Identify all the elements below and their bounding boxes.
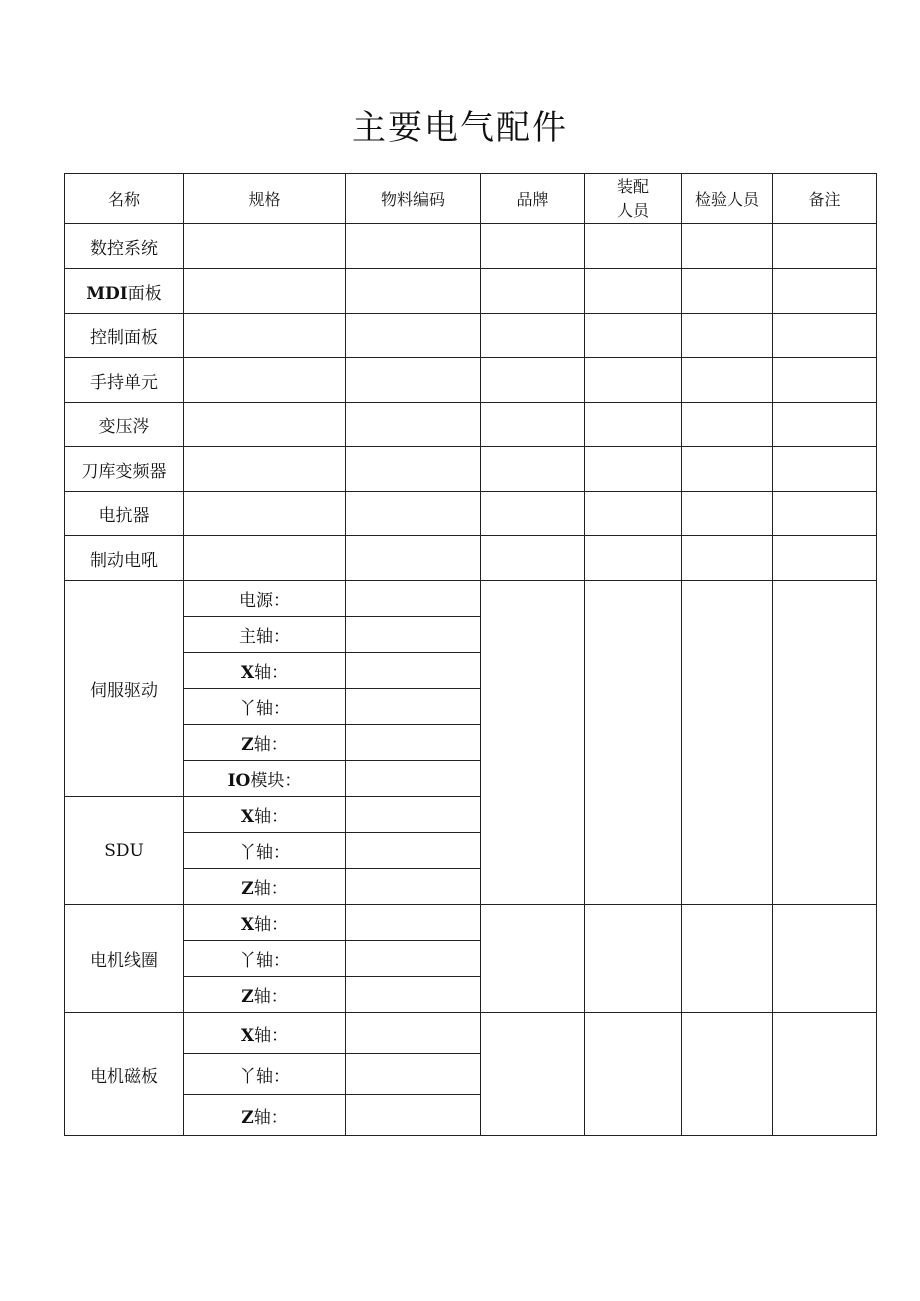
axis-suffix: 轴： [254,663,289,683]
row-label-tool-vfd: 刀库变频器 [65,447,184,492]
magnet-z-axis-label [184,1095,346,1136]
cell-assembler[interactable] [585,358,682,403]
cell-brand[interactable] [481,1013,585,1136]
cell-inspector[interactable] [682,492,773,536]
cell-code[interactable] [346,1095,481,1136]
cell-assembler[interactable] [585,447,682,492]
cell-brand[interactable] [481,905,585,1013]
axis-letter: Z [241,735,254,755]
cell-code[interactable] [346,492,481,536]
table-row [65,269,877,314]
row-label-servo: 伺服驱动 [65,581,184,797]
cell-remark[interactable] [773,536,877,581]
cell-spec[interactable] [184,358,346,403]
row-label-brake-resistor: 制动电吼 [65,536,184,581]
cell-remark[interactable] [773,358,877,403]
cell-code[interactable] [346,403,481,447]
magnet-y-axis-label: 丫轴： [184,1054,346,1095]
servo-z-axis-label [184,725,346,761]
table-row [65,403,877,447]
cell-inspector[interactable] [682,358,773,403]
cell-code[interactable] [346,653,481,689]
table-row [65,1013,877,1054]
cell-code[interactable] [346,905,481,941]
cell-inspector[interactable] [682,1013,773,1136]
io-letters: IO [227,771,251,791]
cell-code[interactable] [346,725,481,761]
cell-code[interactable] [346,941,481,977]
header-inspector: 检验人员 [682,174,773,224]
servo-io-module-label [184,761,346,797]
header-remark: 备注 [773,174,877,224]
cell-code[interactable] [346,761,481,797]
cell-brand[interactable] [481,492,585,536]
cell-brand[interactable] [481,536,585,581]
cell-code[interactable] [346,797,481,833]
header-assembler [585,174,682,224]
header-assembler-line2: 人员 [616,200,649,220]
axis-suffix: 轴： [254,807,289,827]
mdi-suffix: 面板 [127,283,162,304]
row-label-motor-coil: 电机线圈 [65,905,184,1013]
cell-brand[interactable] [481,358,585,403]
table-row [65,581,877,617]
axis-suffix: 轴： [254,1025,289,1046]
cell-remark[interactable] [773,224,877,269]
cell-spec[interactable] [184,403,346,447]
row-label-handheld: 手持单元 [65,358,184,403]
cell-assembler[interactable] [585,536,682,581]
cell-spec[interactable] [184,269,346,314]
cell-spec[interactable] [184,447,346,492]
axis-letter: X [240,807,255,827]
cell-spec[interactable] [184,314,346,358]
cell-assembler[interactable] [585,1013,682,1136]
coil-z-axis-label [184,977,346,1013]
table-row [65,492,877,536]
servo-power-label: 电源： [184,581,346,617]
cell-assembler[interactable] [585,269,682,314]
cell-code[interactable] [346,1054,481,1095]
header-row [65,174,877,224]
cell-inspector[interactable] [682,447,773,492]
cell-code[interactable] [346,447,481,492]
row-label-reactor: 电抗器 [65,492,184,536]
axis-suffix: 轴： [253,1107,288,1128]
sdu-x-axis-label [184,797,346,833]
table-row [65,536,877,581]
cell-inspector[interactable] [682,905,773,1013]
cell-code[interactable] [346,224,481,269]
cell-code[interactable] [346,869,481,905]
servo-x-axis-label [184,653,346,689]
cell-remark[interactable] [773,905,877,1013]
axis-suffix: 轴： [254,915,289,935]
magnet-x-axis-label [184,1013,346,1054]
header-assembler-line1: 装配 [616,176,649,196]
cell-assembler[interactable] [585,492,682,536]
io-suffix: 模块： [250,771,302,791]
cell-brand[interactable] [481,403,585,447]
row-label-cnc: 数控系统 [65,224,184,269]
axis-letter: Z [241,987,254,1007]
parts-table [64,173,877,1136]
cell-brand[interactable] [481,269,585,314]
cell-remark[interactable] [773,1013,877,1136]
cell-remark[interactable] [773,314,877,358]
axis-suffix: 轴： [253,879,288,899]
cell-code[interactable] [346,617,481,653]
cell-inspector[interactable] [682,269,773,314]
sdu-z-axis-label [184,869,346,905]
page-title: 主要电气配件 [352,108,568,148]
coil-x-axis-label [184,905,346,941]
axis-letter: Z [241,879,254,899]
cell-inspector[interactable] [682,403,773,447]
row-label-motor-magnet: 电机磁板 [65,1013,184,1136]
axis-letter: X [240,663,255,683]
cell-assembler[interactable] [585,314,682,358]
cell-brand[interactable] [481,447,585,492]
cell-inspector[interactable] [682,314,773,358]
sdu-y-axis-label: 丫轴： [184,833,346,869]
cell-code[interactable] [346,833,481,869]
header-code: 物料编码 [346,174,481,224]
cell-code[interactable] [346,689,481,725]
cell-spec[interactable] [184,492,346,536]
servo-spindle-label: 主轴： [184,617,346,653]
cell-code[interactable] [346,536,481,581]
cell-code[interactable] [346,358,481,403]
axis-suffix: 轴： [253,735,288,755]
axis-letter: X [240,915,255,935]
axis-suffix: 轴： [253,987,288,1007]
axis-letter: Z [241,1107,254,1128]
cell-assembler[interactable] [585,905,682,1013]
cell-spec[interactable] [184,536,346,581]
cell-remark[interactable] [773,581,877,905]
cell-remark[interactable] [773,403,877,447]
table-row [65,224,877,269]
row-label-sdu: SDU [65,797,184,905]
cell-code[interactable] [346,581,481,617]
cell-code[interactable] [346,314,481,358]
cell-assembler[interactable] [585,403,682,447]
cell-inspector[interactable] [682,581,773,905]
cell-spec[interactable] [184,224,346,269]
header-spec: 规格 [184,174,346,224]
header-brand: 品牌 [481,174,585,224]
row-label-transformer: 变压涔 [65,403,184,447]
cell-brand[interactable] [481,581,585,905]
table-row [65,314,877,358]
axis-letter: X [240,1025,255,1046]
row-label-control-panel: 控制面板 [65,314,184,358]
cell-brand[interactable] [481,224,585,269]
cell-assembler[interactable] [585,224,682,269]
cell-assembler[interactable] [585,581,682,905]
cell-code[interactable] [346,269,481,314]
servo-y-axis-label: 丫轴： [184,689,346,725]
row-label-mdi [65,269,184,314]
cell-remark[interactable] [773,492,877,536]
cell-code[interactable] [346,1013,481,1054]
cell-inspector[interactable] [682,536,773,581]
header-name: 名称 [65,174,184,224]
mdi-prefix: MDI [86,283,128,304]
table-row [65,905,877,941]
cell-remark[interactable] [773,269,877,314]
table-row [65,447,877,492]
cell-inspector[interactable] [682,224,773,269]
coil-y-axis-label: 丫轴： [184,941,346,977]
cell-remark[interactable] [773,447,877,492]
cell-brand[interactable] [481,314,585,358]
table-row [65,358,877,403]
cell-code[interactable] [346,977,481,1013]
